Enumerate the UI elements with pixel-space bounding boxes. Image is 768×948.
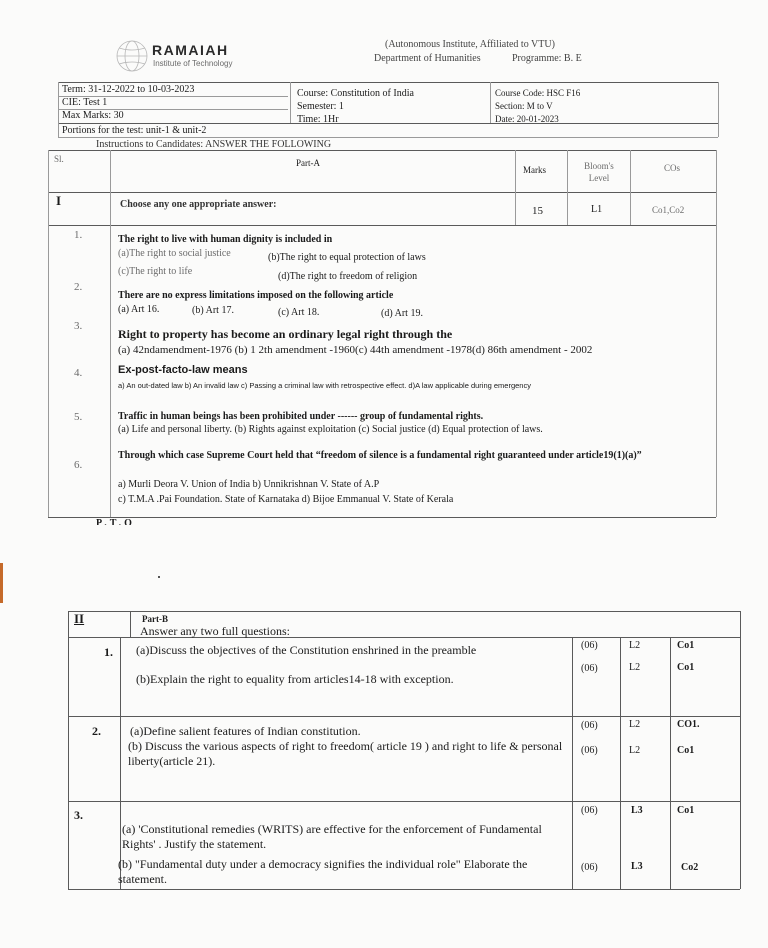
question-part-a: (a) 'Constitutional remedies (WRITS) are effective for the enforcement of Fundamental Rights' . Justify the statement. <box>122 822 542 851</box>
question-part-b: (b)Explain the right to equality from articles14-18 with exception. <box>136 672 454 686</box>
instructions-text: Instructions to Candidates: ANSWER THE FOLLOWING <box>96 139 332 150</box>
question-part-a: (a)Define salient features of Indian constitution. <box>130 724 361 738</box>
part-a-title: Part-A <box>296 158 320 168</box>
marks-a: (06) <box>581 640 598 651</box>
question-text: Traffic in human beings has been prohibited under ------ group of fundamental rights. <box>118 411 484 422</box>
logo-subtitle: Institute of Technology <box>153 59 233 68</box>
option-b: (b) Art 17. <box>192 305 234 316</box>
semester-text: Semester: 1 <box>297 101 344 112</box>
logo <box>112 36 262 76</box>
question-part-b: (b) Discuss the various aspects of right to freedom( article 19 ) and right to life & personal liberty(article 21). <box>128 739 563 768</box>
scan-dot <box>158 576 160 578</box>
options-text: (a) 42ndamendment-1976 (b) 1 2th amendment -1960(c) 44th amendment -1978(d) 86th amendment - 2002 <box>118 344 593 356</box>
option-c: (c) Art 18. <box>278 307 320 318</box>
term-text: Term: 31-12-2022 to 10-03-2023 <box>62 84 195 95</box>
globe-icon <box>112 36 152 76</box>
level-a: L2 <box>629 640 641 651</box>
section-one-cos: Co1,Co2 <box>652 205 685 215</box>
affiliation-text: (Autonomous Institute, Affiliated to VTU) <box>385 39 555 50</box>
co-b: Co1 <box>677 662 695 673</box>
col-blooms-header: Bloom's Level <box>584 161 614 183</box>
col-sl-header: Sl. <box>54 154 64 164</box>
option-a: (a) Art 16. <box>118 304 160 315</box>
question-number: 1. <box>104 645 113 659</box>
question-text: Through which case Supreme Court held that “freedom of silence is a fundamental right guaranteed under article19(1)(a)” <box>118 450 642 461</box>
co-b: Co2 <box>681 862 699 873</box>
co-b: Co1 <box>677 745 695 756</box>
part-b-instruction: Answer any two full questions: <box>140 624 290 638</box>
section-one-number: I <box>56 193 62 208</box>
level-b: L2 <box>629 662 641 673</box>
col-marks-header: Marks <box>523 165 546 175</box>
portions-text: Portions for the test: unit-1 & unit-2 <box>62 125 207 136</box>
section-one-instruction: Choose any one appropriate answer: <box>120 199 277 210</box>
co-a: Co1 <box>677 805 695 816</box>
cie-text: CIE: Test 1 <box>62 97 108 108</box>
pto-text: P.T.O <box>96 518 135 525</box>
programme-text: Programme: B. E <box>512 53 582 64</box>
option-d: (d) Art 19. <box>381 308 423 319</box>
option-d: (d)The right to freedom of religion <box>278 271 418 282</box>
level-a: L3 <box>631 805 643 816</box>
question-number: 2. <box>92 724 101 738</box>
option-cd: c) T.M.A .Pai Foundation. State of Karnataka d) Bijoe Emmanual V. State of Kerala <box>118 494 454 505</box>
level-a: L2 <box>629 719 641 730</box>
logo-name: RAMAIAH <box>152 42 229 58</box>
question-number: 2. <box>74 281 83 293</box>
section-one-marks: 15 <box>532 205 543 217</box>
marks-a: (06) <box>581 805 598 816</box>
option-ab: a) Murli Deora V. Union of India b) Unnikrishnan V. State of A.P <box>118 479 380 490</box>
option-a: (a)The right to social justice <box>118 248 231 259</box>
max-marks-text: Max Marks: 30 <box>62 110 124 121</box>
co-a: Co1 <box>677 640 695 651</box>
part-b-title: Part-B <box>142 614 168 624</box>
question-text: The right to live with human dignity is included in <box>118 234 333 245</box>
option-c: (c)The right to life <box>118 266 193 277</box>
level-b: L3 <box>631 861 643 872</box>
question-number: 4. <box>74 367 83 379</box>
question-number: 6. <box>74 459 83 471</box>
options-text: a) An out-dated law b) An invalid law c) Passing a criminal law with retrospective effect. d)A law applicable during emergency <box>118 381 531 390</box>
department-text: Department of Humanities <box>374 53 481 64</box>
course-text: Course: Constitution of India <box>297 88 414 99</box>
question-text: Ex-post-facto-law means <box>118 364 248 376</box>
marks-a: (06) <box>581 720 598 731</box>
option-b: (b)The right to equal protection of laws <box>268 252 426 263</box>
question-number: 3. <box>74 808 83 822</box>
marks-b: (06) <box>581 862 598 873</box>
co-a: CO1. <box>677 719 700 730</box>
marks-b: (06) <box>581 663 598 674</box>
col-cos-header: COs <box>664 163 681 173</box>
scan-mark <box>0 563 3 603</box>
question-part-b: (b) "Fundamental duty under a democracy signifies the individual role" Elaborate the statement. <box>118 857 528 886</box>
course-code-text: Course Code: HSC F16 <box>495 88 581 98</box>
section-text: Section: M to V <box>495 101 553 111</box>
section-two-number: II <box>74 611 85 626</box>
section-one-level: L1 <box>591 204 603 215</box>
question-text: There are no express limitations imposed on the following article <box>118 290 394 301</box>
marks-b: (06) <box>581 745 598 756</box>
question-number: 1. <box>74 229 83 241</box>
level-b: L2 <box>629 745 641 756</box>
question-number: 3. <box>74 320 83 332</box>
question-number: 5. <box>74 411 83 423</box>
question-part-a: (a)Discuss the objectives of the Constitution enshrined in the preamble <box>136 643 477 657</box>
options-text: (a) Life and personal liberty. (b) Rights against exploitation (c) Social justice (d) Equal protection of laws. <box>118 424 543 435</box>
time-text: Time: 1Hr <box>297 114 339 125</box>
date-text: Date: 20-01-2023 <box>495 114 559 124</box>
question-text: Right to property has become an ordinary legal right through the <box>118 327 453 341</box>
